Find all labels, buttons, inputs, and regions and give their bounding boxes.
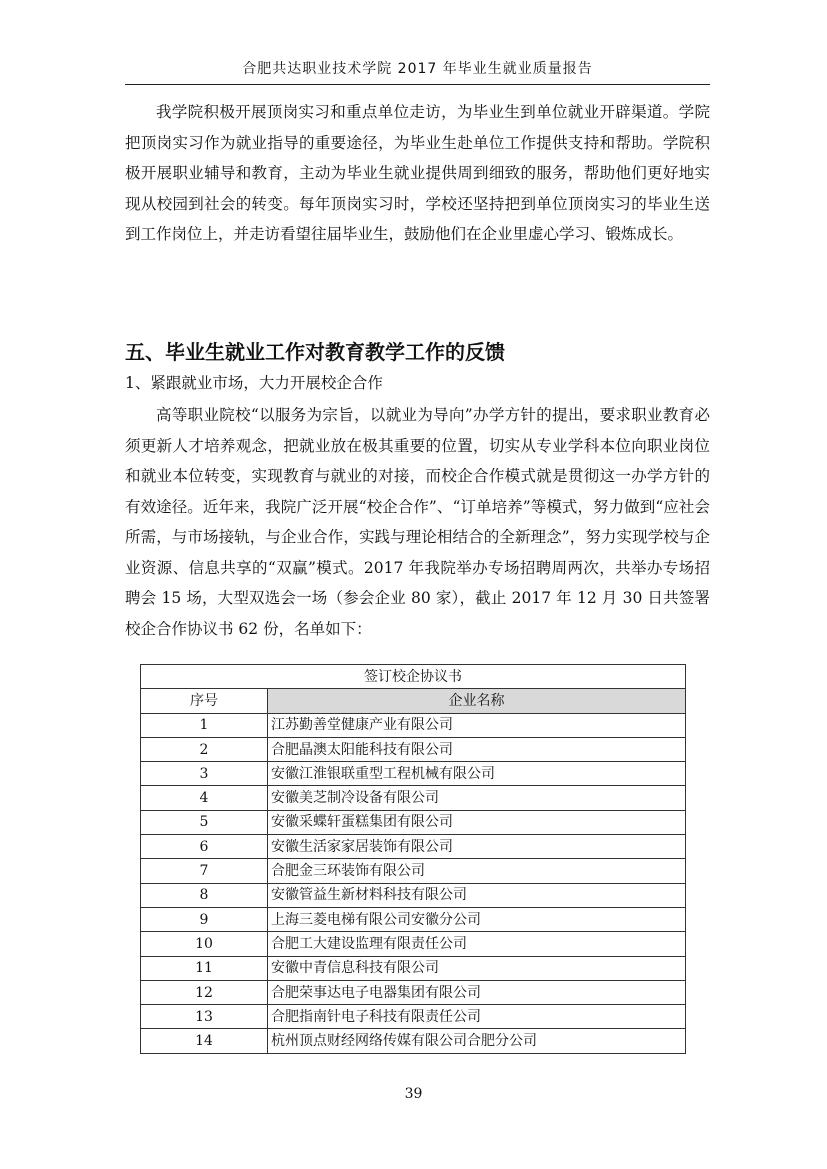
- row-index: 3: [141, 762, 268, 786]
- table-row: [141, 1005, 686, 1029]
- row-index: 13: [141, 1005, 268, 1029]
- row-index: 1: [141, 713, 268, 737]
- company-name: 安徽江淮银联重型工程机械有限公司: [268, 762, 686, 786]
- row-index: 2: [141, 737, 268, 761]
- agreement-table: [140, 664, 686, 1054]
- paragraph-internship: 我学院积极开展顶岗实习和重点单位走访，为毕业生到单位就业开辟渠道。学院把顶岗实习作为就业指导的重要途径，为毕业生赴单位工作提供支持和帮助。学院积极开展职业辅导和教育，主动为毕业生就业提供周到细致的服务，帮助他们更好地实现从校园到社会的转变。每年顶岗实习时，学校还坚持把到单位顶岗实习的毕业生送到工作岗位上，并走访看望往届毕业生，鼓励他们在企业里虚心学习、锻炼成长。: [125, 103, 710, 243]
- company-name: 合肥指南针电子科技有限责任公司: [268, 1005, 686, 1029]
- row-index: 7: [141, 859, 268, 883]
- company-name: 上海三菱电梯有限公司安徽分公司: [268, 907, 686, 931]
- table-row: [141, 737, 686, 761]
- table-row: [141, 810, 686, 834]
- row-index: 14: [141, 1029, 268, 1053]
- section-title: 五、毕业生就业工作对教育教学工作的反馈: [125, 340, 505, 364]
- company-name: 安徽采蝶轩蛋糕集团有限公司: [268, 810, 686, 834]
- company-name: 江苏勤善堂健康产业有限公司: [268, 713, 686, 737]
- row-index: 5: [141, 810, 268, 834]
- company-name: 合肥金三环装饰有限公司: [268, 859, 686, 883]
- company-name: 安徽生活家家居装饰有限公司: [268, 835, 686, 859]
- table-row: [141, 907, 686, 931]
- running-header: 合肥共达职业技术学院 2017 年毕业生就业质量报告: [242, 61, 593, 77]
- paragraph-school-enterprise: 高等职业院校“以服务为宗旨，以就业为导向”办学方针的提出，要求职业教育必须更新人才培养观念，把就业放在极其重要的位置，切实从专业学科本位向职业岗位和就业本位转变，实现教育与就业的对接，而校企合作模式就是贯彻这一办学方针的有效途径。近年来，我院广泛开展“校企合作”、“订单培养”等模式，努力做到“应社会所需，与市场接轨，与企业合作，实践与理论相结合的全新理念”，努力实现学校与企业资源、信息共享的“双赢”模式。2017 年我院举办专场招聘周两次，共举办专场招聘会 15 场，大型双选会一场（参会企业 80 家），截止 2017 年 12 月 30 日共签署校企合作协议书 62 份，名单如下：: [125, 406, 710, 638]
- table-row: [141, 1029, 686, 1053]
- company-name: 安徽管益生新材料科技有限公司: [268, 883, 686, 907]
- table-row: [141, 883, 686, 907]
- subsection-title: 1、紧跟就业市场，大力开展校企合作: [125, 374, 383, 392]
- table-body: [141, 713, 686, 1053]
- page-number: 39: [404, 1086, 423, 1102]
- row-index: 11: [141, 956, 268, 980]
- row-index: 6: [141, 835, 268, 859]
- table-caption: 签订校企协议书: [141, 665, 686, 689]
- company-name: 合肥工大建设监理有限责任公司: [268, 932, 686, 956]
- column-header-company: 企业名称: [268, 689, 686, 713]
- table-row: [141, 786, 686, 810]
- row-index: 8: [141, 883, 268, 907]
- header-divider: [125, 84, 710, 85]
- row-index: 9: [141, 907, 268, 931]
- table-row: [141, 859, 686, 883]
- table-row: [141, 980, 686, 1004]
- table-row: [141, 762, 686, 786]
- company-name: 安徽中青信息科技有限公司: [268, 956, 686, 980]
- company-name: 杭州顶点财经网络传媒有限公司合肥分公司: [268, 1029, 686, 1053]
- column-header-index: 序号: [141, 689, 268, 713]
- table-row: [141, 956, 686, 980]
- table-row: [141, 835, 686, 859]
- table-row: [141, 713, 686, 737]
- company-name: 安徽美芝制冷设备有限公司: [268, 786, 686, 810]
- row-index: 4: [141, 786, 268, 810]
- row-index: 10: [141, 932, 268, 956]
- row-index: 12: [141, 980, 268, 1004]
- company-name: 合肥荣事达电子电器集团有限公司: [268, 980, 686, 1004]
- table-row: [141, 932, 686, 956]
- company-name: 合肥晶澳太阳能科技有限公司: [268, 737, 686, 761]
